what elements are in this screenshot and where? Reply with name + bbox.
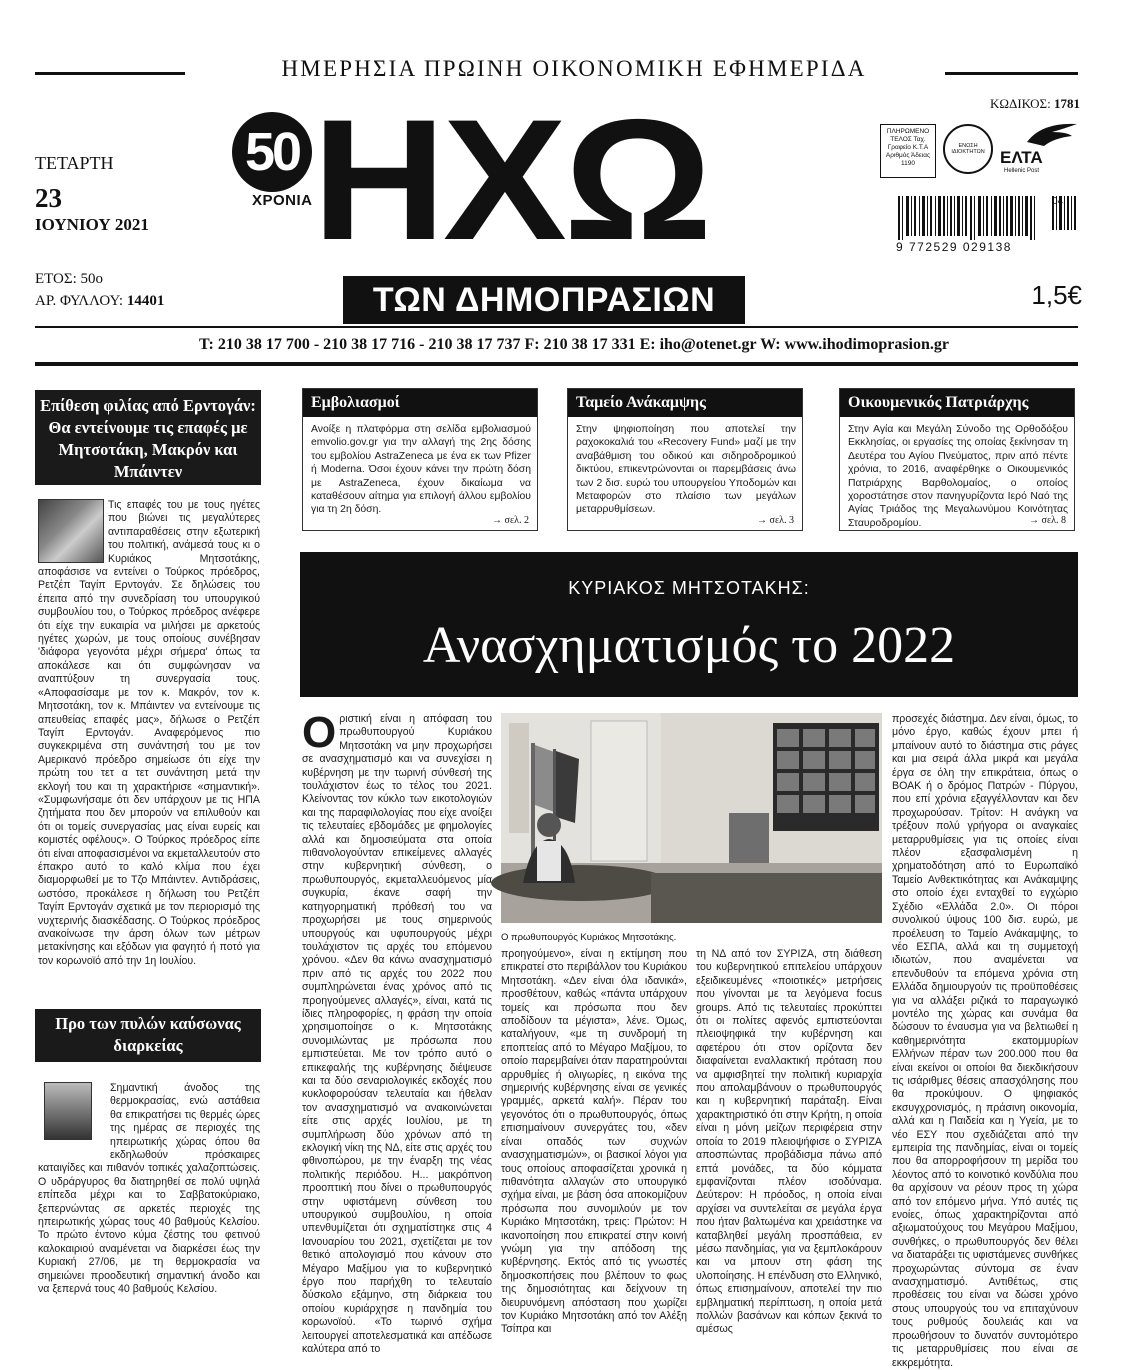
pm-photo <box>501 713 882 923</box>
badge-number: 50 <box>232 112 312 192</box>
story-erdogan-text: Τις επαφές του με τους ηγέτες που βιώνει τις μεγαλύτερες αντιπαραθέσεις στην εξωτερική του πολιτική, ανάμεσά τους κι ο Κυριάκος Μητσοτάκης, αποφάσισε να εντείνει ο Τούρκος πρόεδρος, Ρετζέπ Ταγίπ Ερντογάν. Σε δηλώσεις του έπειτα από την συνεδρίαση του υπουργικού συμβουλίου του, ο Τούρκος πρόεδρος ανέφερε ότι είχε την ευκαιρία να μιλήσει με αρκετούς ηγέτες χωρών, με τους οποίους συνέβησαν 'διάφορα γεγονότα μέχρι σήμερα' όπως τα αποκάλεσε και ότι συμφώνησαν να αναπτύξουν τη συνεργασία τους. «Αποφασίσαμε με τον κ. Μακρόν, τον κ. Μητσοτάκη, τον κ. Μπάιντεν να εντείνουμε τις απευθείας επαφές μας», δήλωσε ο Ρετζέπ Ταγίπ Ερντογάν. Αναφερόμενος πιο συγκεκριμένα στη συνάντησή του με τον Αμερικανό πρόεδρο σημείωσε ότι είχε την πρώτη του τετ α τετ συνάντηση μετά την εκλογή του και τη χαρακτήρισε «σημαντική». «Συμφωνήσαμε ότι δεν υπάρχουν με τις ΗΠΑ ζητήματα που δεν μπορούν να επιλυθούν και ότι οι τομείς συνεργασίας μας είναι ευρείς και κομιστές οφέλους». Ο Τούρκος πρόεδρος είπε ότι είναι αποφασισμένοι να εκμεταλλευτούν στο έπακρο αυτό το καλό κλίμα που έχει διαμορφωθεί με το Τζο Μπάιντεν. Αντιδράσεις, ωστόσο, προκάλεσε η δήλωση του Ρετζέπ Ταγίπ Ερντογάν σχετικά με τον περιορισμό της νυχτερινής διασκέδασης. Ο Τούρκος πρόεδρος ανακοίνωσε την άρση όλων των μέτρων μετακίνησης και εξόδων για φαγητό ή ποτό για τον κορωνοϊό από την 1η Ιουλίου. <box>38 499 260 967</box>
article-text-3: τη ΝΔ από τον ΣΥΡΙΖΑ, στη διάθεση του κυβερνητικού επιτελείου υπάρχουν εξειδικευμένες «ποιοτικές» μετρήσεις που γίνονται με τα λεγόμενα focus groups. Από τις τελευταίες προκύπτει ότι οι πολίτες αφενός εμπιστεύονται πλειοψηφικά την κυβέρνηση και αφετέρου ότι στον ορίζοντα δεν διαφαίνεται εναλλακτική πρόταση που να αμφισβητεί την πολιτική κυριαρχία που απολαμβάνουν ο πρωθυπουργός και η κυβερνητική παράταξη. Είναι χαρακτηριστικό ότι στην Κρήτη, η οποία είναι η μόνη μείζων περιφέρεια στην οποία το 2019 πλειοψήφισε ο ΣΥΡΙΖΑ αποσπώντας προβάδισμα πάνω από επτά μονάδες, τα δύο κόμματα εμφανίζονται πλέον ισοδύναμα. Δεύτερον: Η πρόοδος, η οποία είναι αρχίσει να συντελείται σε μεγάλα έργα που ήταν βαλτωμένα και χρειάστηκε να καταβληθεί μεγάλη προσπάθεια, εν μέσω πανδημίας, για να ξεμπλοκάρουν και να μπουν στη φάση της υλοποίησης. Η επένδυση στο Ελληνικό, όπως επισημαίνουν, αποτελεί την πιο εμβληματική περίπτωση, η οποία μετά πολλών βασάνων και κόπων ξεκινά το αμέσως <box>696 948 882 1336</box>
contact-line: T: 210 38 17 700 - 210 38 17 716 - 210 38 17 737 F: 210 38 17 331 E: iho@otenet.gr W: www.ihodimoprasion.gr <box>199 336 949 353</box>
box-page-ref: → σελ. 3 <box>757 515 794 526</box>
drop-cap: Ο <box>302 708 337 757</box>
box-page-ref: → σελ. 2 <box>492 515 529 526</box>
photo-caption: Ο πρωθυπουργός Κυριάκος Μητσοτάκης. <box>501 932 677 943</box>
barcode-number: 9 772529 029138 <box>896 240 1012 254</box>
badge-subtitle: ΧΡΟΝΙΑ <box>252 192 313 209</box>
box-title: Εμβολιασμοί <box>303 389 537 417</box>
article-column-4 <box>892 713 1078 1370</box>
masthead-rule <box>35 326 1078 328</box>
photo-spacer <box>38 499 108 565</box>
newspaper-logo: ΗΧΩ <box>312 84 710 276</box>
headline-kicker: ΚΥΡΙΑΚΟΣ ΜΗΤΣΟΤΑΚΗΣ: <box>568 578 810 598</box>
main-headline-box <box>300 552 1078 697</box>
year-label: ΕΤΟΣ: 50ο <box>35 271 104 287</box>
elta-text: ΕΛΤΑ <box>1000 148 1043 167</box>
day-name: ΤΕΤΑΡΤΗ <box>35 153 114 173</box>
box-title: Οικουμενικός Πατριάρχης <box>840 389 1074 417</box>
box-page-ref: → σελ. 8 <box>1029 515 1066 526</box>
sheet-number: ΑΡ. ΦΥΛΛΟΥ: 14401 <box>35 293 165 309</box>
article-text-2: προηγούμενο», είναι η εκτίμηση που επικρατεί στο περιβάλλον του Κυριάκου Μητσοτάκη. «Δεν είναι όλα ιδανικά», προσθέτουν, καθώς «πάντα υπάρχουν τομείς και πρόσωπα που δεν αποδίδουν τα μέγιστα», λένε. Όμως, καταλήγουν, «με τη συνδρομή τη εποπτείας από το Μέγαρο Μαξίμου, το οποίο παρεμβαίνει όταν παρατηρούνται αρρυθμίες ή ολιγωρίες, η εικόνα της σημερινής κυβέρνησης είναι σε γενικές γραμμές, αρκετά καλή». Πέραν του γεγονότος ότι ο πρωθυπουργός, όπως επισημαίνουν συνεργάτες του, «δεν είναι οπαδός των συχνών ανασχηματισμών», οι βασικοί λόγοι για τους οποίους αποφασίζεται χρονικά η πιθανότητα αλλαγών στο υπουργικό σχήμα είναι, με βάση όσα αποκομίζουν πρόσωπα που συνομιλούν με τον Κυριάκο Μητσοτάκη, τρεις: Πρώτον: Η ικανοποίηση που επικρατεί στην κοινή γνώμη για την απόδοση της κυβέρνησης. Εκτός από τις γνωστές δημοσκοπήσεις που βλέπουν το φως της δημοσιότητας και δείχνουν τη διευρυνόμενη απόσταση που χωρίζει τον Κυριάκο Μητσοτάκη από τον Αλέξη Τσίπρα και <box>501 948 687 1336</box>
box-vaccinations <box>302 388 538 531</box>
issue-code: ΚΩΔΙΚΟΣ: 1781 <box>989 96 1080 111</box>
box-recovery-fund <box>567 388 803 531</box>
barcode-issue: 04 <box>1052 196 1064 207</box>
box-body: Ανοίξε η πλατφόρμα στη σελίδα εμβολιασμού emvolio.gov.gr για την αλλαγή της 2ης δόσης του εμβολίου AstraZeneca με ένα εκ των Pfizer ή Moderna. Όσοι έχουν κάνει την πρώτη δόση με AstraZeneca, έχουν δικαίωμα να καταθέσουν αίτημα για επιλογή άλλου εμβολίου για τη 2η δόση. <box>311 424 531 516</box>
hermes-icon <box>1022 120 1082 150</box>
story-erdogan-body <box>38 499 260 968</box>
box-patriarch <box>839 388 1075 531</box>
month-year: ΙΟΥΝΙΟΥ 2021 <box>35 215 149 234</box>
story-heatwave-headline: Προ των πυλών καύσωνας διαρκείας <box>35 1009 261 1062</box>
day-number: 23 <box>35 183 62 213</box>
article-column-2 <box>501 948 687 1337</box>
newspaper-subtitle: ΤΩΝ ΔΗΜΟΠΡΑΣΙΩΝ <box>343 276 745 324</box>
article-column-3 <box>696 948 882 1337</box>
box-body: Στην Αγία και Μεγάλη Σύνοδο της Ορθοδόξου Εκκλησίας, οι εργασίες της οποίας ξεκίνησαν τη Δευτέρα του Αγίου Πνεύματος, πριν από πέντε χρόνια, το 2016, αναφέρθηκε ο Οικουμενικός Πατριάρχης Βαρθολομαίος, ο οποίος χοροστάτησε στον πανηγυρίζοντα Ιερό Ναό της Αγίας Τριάδος της Μεγαλωνύμου Κοινότητας Σταυροδρομίου. <box>848 424 1068 529</box>
elta-logo <box>1000 120 1086 180</box>
story-heatwave-body <box>38 1082 260 1297</box>
box-title: Ταμείο Ανάκαμψης <box>568 389 802 417</box>
article-text-4: προσεχές διάστημα. Δεν είναι, όμως, το μόνο έργο, καθώς έχουν μπει ή μπαίνουν αυτό το διάστημα στις ράγες και μια σειρά άλλα μικρά και μεγάλα έργα σε όλη την επικράτεια, όπως ο ΒΟΑΚ ή ο δρόμος Πατρών - Πύργου, που επί χρόνια εξαγγέλλονταν και δεν προχωρούσαν. Τρίτον: Η ανάγκη να τρέξουν πολύ γρήγορα οι αναγκαίες μεταρρυθμίσεις για τις οποίες είναι πλέον εξασφαλισμένη η χρηματοδότηση από το Ευρωπαϊκό Ταμείο Ανθεκτικότητας και Ανάκαμψης στο οποίο έχει ενταχθεί το εγχώριο Σχέδιο «Ελλάδα 2.0». Οι πόροι συνολικού ύψους 100 δισ. ευρώ, με προέλευση το Ταμείο Ανάκαμψης, το νέο ΕΣΠΑ, αλλά και τη συμμετοχή ιδιωτών, που αναμένεται να επενδυθούν τα επόμενα χρόνια στη Ελλάδα δημιουργούν τις προϋποθέσεις για να αλλάξει ριζικά το παραγωγικό μοντέλο της χώρας και συνάμα θα δώσουν το έναυσμα για να βελτιωθεί η καθημερινότητα εκατομμυρίων Ελλήνων πέραν των 200.000 που θα είναι εκείνοι οι οποίοι θα διεκδικήσουν τις ισάριθμες θέσεις απασχόλησης που θα προκύψουν. Ο ψηφιακός εκσυγχρονισμός, η πράσινη οικονομία, αλλά και η Παιδεία και η Υγεία, με το νέο ΕΣΥ που σχεδιάζεται από την εμπειρία της πανδημίας, είναι οι τομείς που θα απορροφήσουν τη μερίδα του λέοντος από το κοινοτικό κονδύλια που θα αρχίσουν να ρέουν προς τη χώρα από τον επόμενο μήνα. Υπό αυτές τις ενοίες, όπως χαρακτηρίζονται από αξιωματούχους του Μεγάρου Μαξίμου, συνθήκες, ο πρωθυπουργός δεν θέλει να διαταράξει τις υφιστάμενες συνθήκες προχωρώντας σύντομα σε έναν ανασχηματισμό. Αντιθέτως, στις προθέσεις του είναι να δώσει χρόνο στους υπουργούς του να επιταχύνουν τους ρυθμούς δουλειάς και να προωθήσουν το δυνατόν συντομότερο τις μεταρρυθμίσεις που είναι σε εκκρεμότητα. <box>892 713 1078 1369</box>
article-text-1: ριστική είναι η απόφαση του πρωθυπουργού Κυριάκου Μητσοτάκη να μην προχωρήσει σε ανασχηματισμό και να συνεχίσει η κυβέρνηση με την τωρινή σύνθεσή της τουλάχιστον έως το τέλος του 2021. Κλείνοντας τον κύκλο των εικοτολογιών και της παραφιλολογίας που είχε ανοίξει τις τελευταίες εβδομάδες με φημολογίες αλλά και δημοσιεύματα στα οποία πιθανολογούνταν επικείμενες αλλαγές στην κυβερνητική σύνθεση, ο πρωθυπουργός, εκμεταλλευόμενος μία συγκυρία, έκανε σαφή την κατηγορηματική πρόθεσή του να προχωρήσει με τους σημερινούς υπουργούς και υφυπουργούς μέχρι τουλάχιστον τις αρχές του επόμενου χρόνου. «Δεν θα κάνω ανασχηματισμό πριν από τις αρχές του 2022 που συμπληρώνεται ένας χρόνος από τις προηγούμενες αλλαγές», είναι, κατά τις ίδιες πληροφορίες, η φράση την οποία χρησιμοποίησε ο κ. Μητσοτάκης συνομιλώντας με πρόσωπα που εμπιστεύεται. Με τον τρόπο αυτό ο επικεφαλής της κυβέρνησης διέψευσε και τα δύο σεναριολογικές εκδοχές που κυκλοφορούσαν τελευταία και ήθελαν τον ανασχηματισμό να ανακοινώνεται είτε στις αρχές Ιουλίου, με τη συμπλήρωση δύο χρόνων από τη εκλογική νίκη της ΝΔ, είτε στις αρχές του φθινοπώρου, με την έναρξη της νέας πολιτικής περιόδου. Η... μακρόπνοη προοπτική που δίνει ο πρωθυπουργός στην υφιστάμενη σύνθεση του υπουργικού συμβουλίου, η οποία υπενθυμίζεται ότι σχηματίστηκε στις 4 Ιανουαρίου του 2021, σχετίζεται με τον θετικό απολογισμό που κάνουν στο Μέγαρο Μαξίμου για το κυβερνητικό έργο που παρήχθη το τελευταίο δύσκολο εξάμηνο, στη διάρκεια του οποίου κυριάρχησε η πανδημία του κορωνοϊού. «Το τωρινό σχήμα λειτουργεί αποτελεσματικά και απέδωσε καλύτερα από το <box>302 713 492 1356</box>
main-headline: Ανασχηματισμός το 2022 <box>422 617 956 674</box>
masthead-tagline: ΗΜΕΡΗΣΙΑ ΠΡΩΙΝΗ ΟΙΚΟΝΟΜΙΚΗ ΕΦΗΜΕΡΙΔΑ <box>281 56 867 81</box>
story-heatwave-text: Σημαντική άνοδος της θερμοκρασίας, ενώ αστάθεια θα επικρατήσει τις θερμές ώρες της ημέρας σε περιοχές της ηπειρωτικής χώρας όπου θα εκδηλωθούν πρόσκαιρες καταιγίδες και πιθανόν τοπικές χαλαζοπτώσεις. Ο υδράργυρος θα διατηρηθεί σε πολύ υψηλά επίπεδα μέχρι και το Σαββατοκύριακο, ξεπερνώντας σε αρκετές περιοχές της ηπειρωτικής χώρας τους 40 βαθμούς Κελσίου. Το πρώτο έντονο κύμα ζέστης του φετινού καλοκαιριού αναμένεται να διαρκέσει έως την Κυριακή 27/06, με τη θερμοκρασία να σημειώνει προοδευτική σημαντική άνοδο και να ξεπερνά τους 40 βαθμούς Κελσίου. <box>38 1082 260 1296</box>
story-erdogan-headline: Επίθεση φιλίας από Ερντογάν: Θα εντείνουμε τις επαφές με Μητσοτάκη, Μακρόν και Μπάιντεν <box>35 390 261 485</box>
price: 1,5€ <box>1031 280 1082 310</box>
contact-rule <box>35 362 1078 366</box>
article-column-1 <box>302 708 492 1357</box>
elta-subtext: Hellenic Post <box>1004 168 1040 174</box>
publisher-seal: ΕΝΩΣΗ ΙΔΙΟΚΤΗΤΩΝ <box>943 124 993 174</box>
postage-stamp: ΠΛΗΡΩΜΕΝΟ ΤΕΛΟΣ Ταχ. Γραφείο Κ.Τ.Α Αριθμός Άδειας 1190 <box>880 124 936 178</box>
barcode-icon <box>896 196 1078 240</box>
photo-spacer <box>38 1082 110 1154</box>
box-body: Στην ψηφιοποίηση που αποτελεί την ραχοκοκαλιά του «Recovery Fund» μαζί με την αναβάθμιση του οδικού και σιδηροδρομικού δικτύου, επικεντρώνονται οι παρεμβάσεις άνω των 2 δισ. ευρώ του υπουργείου Υποδομών και Μεταφορών στο πλαίσιο των μεγάλων μεταρρυθμίσεων. <box>576 424 796 516</box>
meeting-scene-icon <box>501 713 882 923</box>
